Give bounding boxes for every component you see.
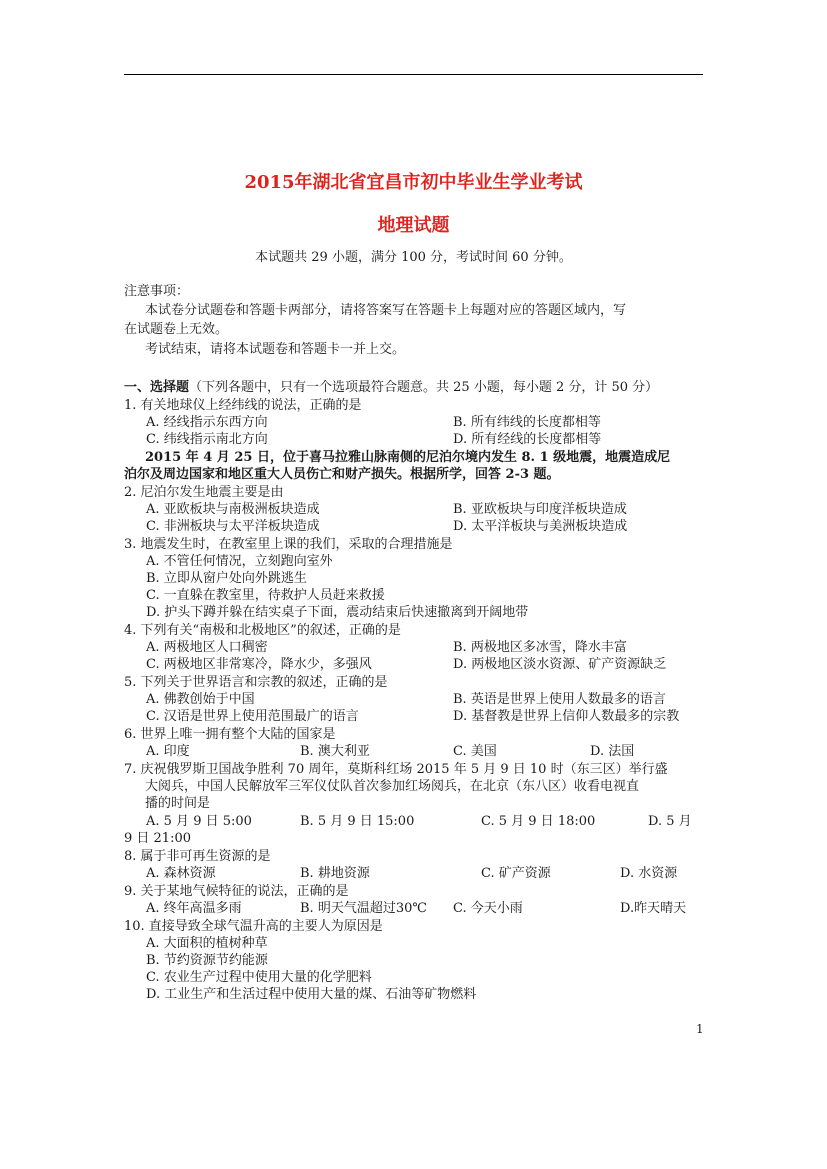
question-stem: 3. 地震发生时，在教室里上课的我们，采取的合理措施是 [124, 537, 453, 552]
question-stem: 4. 下列有关“南极和北极地区”的叙述，正确的是 [124, 623, 401, 638]
option-a: A. 5 月 9 日 5:00 [146, 814, 252, 829]
option-d: D. 工业生产和生活过程中使用大量的煤、石油等矿物燃料 [146, 987, 477, 1002]
section-label: 一、选择题 [124, 380, 190, 395]
question-stem: 7. 庆祝俄罗斯卫国战争胜利 70 周年，莫斯科红场 2015 年 5 月 9 日 10 时（东三区）举行盛 [124, 762, 668, 777]
option-c: C. 美国 [453, 744, 497, 759]
material-text: 2015 年 4 月 25 日，位于喜马拉雅山脉南侧的尼泊尔境内发生 8. 1 级地震，地震造成尼 [145, 450, 671, 465]
exam-intro: 本试题共 29 小题，满分 100 分，考试时间 60 分钟。 [255, 250, 572, 265]
option-d: D.昨天晴天 [620, 901, 687, 916]
question-stem: 1. 有关地球仪上经纬线的说法，正确的是 [124, 398, 362, 413]
option-b: B. 两极地区多冰雪，降水丰富 [453, 640, 627, 655]
option-d-continued: 9 日 21:00 [124, 831, 191, 846]
option-c: C. 5 月 9 日 18:00 [481, 814, 596, 829]
option-b: B. 英语是世界上使用人数最多的语言 [453, 692, 666, 707]
section-heading [124, 379, 658, 396]
option-b: B. 节约资源节约能源 [146, 953, 268, 968]
question-stem: 10. 直接导致全球气温升高的主要人为原因是 [124, 919, 383, 934]
notice-line: 考试结束，请将本试题卷和答题卡一并上交。 [145, 342, 406, 357]
option-b: B. 所有纬线的长度都相等 [453, 415, 601, 430]
option-b: B. 澳大利亚 [300, 744, 370, 759]
notice-heading: 注意事项： [124, 284, 190, 299]
option-d: D. 所有经线的长度都相等 [453, 432, 602, 447]
option-a: A. 终年高温多雨 [146, 901, 242, 916]
option-c: C. 非洲板块与太平洋板块造成 [146, 519, 320, 534]
option-c: C. 汉语是世界上使用范围最广的语言 [146, 709, 359, 724]
question-stem: 播的时间是 [145, 796, 211, 811]
option-d: D. 水资源 [620, 866, 678, 881]
page-number: 1 [696, 1022, 704, 1036]
option-c: C. 农业生产过程中使用大量的化学肥料 [146, 970, 372, 985]
option-d: D. 太平洋板块与美洲板块造成 [453, 519, 628, 534]
option-d: D. 护头下蹲并躲在结实桌子下面，震动结束后快速撤离到开阔地带 [146, 605, 529, 620]
exam-title: 2015年湖北省宜昌市初中毕业生学业考试 [244, 172, 583, 193]
question-stem: 2. 尼泊尔发生地震主要是由 [124, 485, 284, 500]
option-a: A. 大面积的植树种草 [146, 936, 268, 951]
question-stem: 6. 世界上唯一拥有整个大陆的国家是 [124, 727, 336, 742]
header-rule [124, 74, 703, 75]
option-a: A. 不管任何情况，立刻跑向室外 [146, 554, 333, 569]
option-b: B. 耕地资源 [300, 866, 370, 881]
question-stem: 8. 属于非可再生资源的是 [124, 849, 271, 864]
option-b: B. 明天气温超过30℃ [300, 901, 427, 916]
option-c: C. 两极地区非常寒冷，降水少，多强风 [146, 657, 372, 672]
option-a: A. 森林资源 [146, 866, 216, 881]
option-a: A. 经线指示东西方向 [146, 415, 268, 430]
option-c: C. 矿产资源 [481, 866, 551, 881]
option-b: B. 立即从窗户处向外跳逃生 [146, 571, 307, 586]
option-a: A. 印度 [146, 744, 190, 759]
question-stem: 9. 关于某地气候特征的说法，正确的是 [124, 884, 349, 899]
option-a: A. 佛教创始于中国 [146, 692, 255, 707]
option-c: C. 今天小雨 [453, 901, 523, 916]
material-text: 泊尔及周边国家和地区重大人员伤亡和财产损失。根据所学，回答 2-3 题。 [124, 467, 560, 482]
option-d: D. 5 月 [648, 814, 692, 829]
option-d: D. 法国 [590, 744, 635, 759]
option-d: D. 基督教是世界上信仰人数最多的宗教 [453, 709, 680, 724]
option-b: B. 亚欧板块与印度洋板块造成 [453, 502, 627, 517]
option-a: A. 两极地区人口稠密 [146, 640, 268, 655]
question-stem: 大阅兵，中国人民解放军三军仪仗队首次参加红场阅兵，在北京（东八区）收看电视直 [145, 779, 640, 794]
option-d: D. 两极地区淡水资源、矿产资源缺乏 [453, 657, 667, 672]
option-a: A. 亚欧板块与南极洲板块造成 [146, 502, 320, 517]
option-c: C. 纬线指示南北方向 [146, 432, 268, 447]
section-desc: （下列各题中，只有一个选项最符合题意。共 25 小题，每小题 2 分，计 50 分） [189, 380, 659, 395]
notice-line: 本试卷分试题卷和答题卡两部分，请将答案写在答题卡上每题对应的答题区域内，写 [145, 303, 627, 318]
option-c: C. 一直躲在教室里，待救护人员赶来救援 [146, 588, 385, 603]
question-stem: 5. 下列关于世界语言和宗教的叙述，正确的是 [124, 675, 388, 690]
option-b: B. 5 月 9 日 15:00 [300, 814, 415, 829]
exam-subtitle: 地理试题 [377, 215, 450, 236]
notice-line: 在试题卷上无效。 [124, 322, 229, 337]
